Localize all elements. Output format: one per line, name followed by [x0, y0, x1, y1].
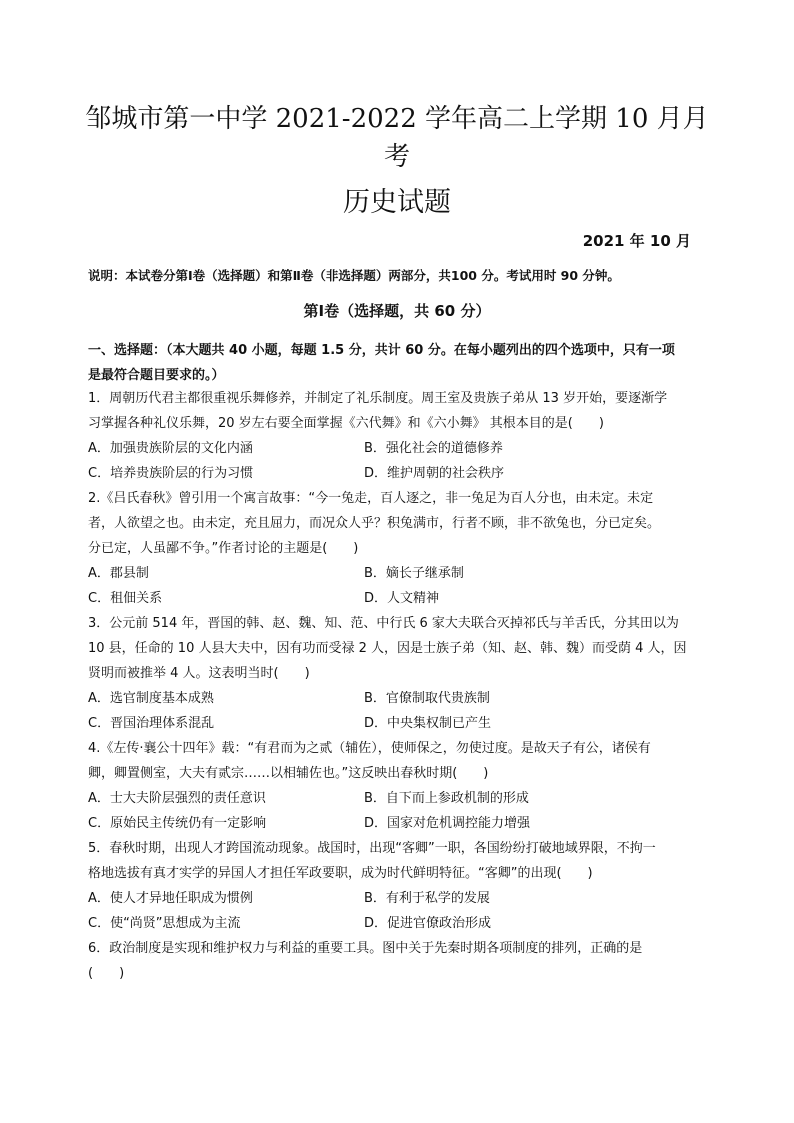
question-text-line: 2.《吕氏春秋》曾引用一个寓言故事：“今一兔走，百人逐之，非一兔足为百人分也，由未定。未定 [88, 491, 654, 506]
question-text-line: 1．周朝历代君主都很重视乐舞修养，并制定了礼乐制度。周王室及贵族子弟从 13 岁开始，要逐渐学 [88, 391, 668, 406]
question-text-line: 分已定，人虽鄙不争。”作者讨论的主题是( ) [88, 541, 359, 556]
option-D: D．中央集权制已产生 [364, 716, 492, 731]
question-1 [88, 386, 712, 486]
option-B: B．官僚制取代贵族制 [364, 691, 490, 706]
option-B: B．自下而上参政机制的形成 [364, 791, 529, 806]
question-text-line: 贤明而被推举 4 人。这表明当时( ) [88, 666, 310, 681]
question-text-line: 5．春秋时期，出现人才跨国流动现象。战国时，出现“客卿”一职，各国纷纷打破地域界限，不拘一 [88, 841, 656, 856]
option-row [88, 786, 712, 811]
exam-subject: 历史试题 [343, 187, 451, 218]
option-A: A．选官制度基本成熟 [88, 691, 214, 706]
question-4 [88, 736, 712, 836]
option-B: B．嫡长子继承制 [364, 566, 464, 581]
option-row [88, 461, 712, 486]
option-row [88, 586, 712, 611]
option-A: A．加强贵族阶层的文化内涵 [88, 441, 253, 456]
question-3 [88, 611, 712, 736]
question-text-line: 格地选拔有真才实学的异国人才担任军政要职，成为时代鲜明特征。“客卿”的出现( ) [88, 866, 593, 881]
option-C: C．租佃关系 [88, 591, 163, 606]
exam-title-line2: 考 [383, 142, 410, 172]
option-C: C．培养贵族阶层的行为习惯 [88, 466, 254, 481]
option-row [88, 711, 712, 736]
option-row [88, 911, 712, 936]
question-2 [88, 486, 712, 611]
option-A: A．使人才异地任职成为惯例 [88, 891, 253, 906]
exam-date: 2021 年 10 月 [582, 232, 691, 250]
option-C: C．使“尚贤”思想成为主流 [88, 916, 241, 931]
option-row [88, 811, 712, 836]
question-text-line: ( ) [88, 966, 125, 981]
option-row [88, 436, 712, 461]
exam-notice: 说明：本试卷分第Ⅰ卷（选择题）和第Ⅱ卷（非选择题）两部分，共100 分。考试用时 90 分钟。 [88, 268, 620, 283]
exam-title-line1: 邹城市第一中学 2021-2022 学年高二上学期 10 月月 [85, 104, 709, 134]
question-text-line: 卿，卿置侧室，大夫有贰宗……以相辅佐也。”这反映出春秋时期( ) [88, 766, 489, 781]
option-D: D．促进官僚政治形成 [364, 916, 492, 931]
question-text-line: 10 县，任命的 10 人县大夫中，因有功而受禄 2 人，因是士族子弟（知、赵、韩、魏）而受荫 4 人，因 [88, 641, 687, 656]
option-D: D．维护周朝的社会秩序 [364, 466, 505, 481]
instruction-line: 一、选择题：（本大题共 40 小题，每题 1.5 分，共计 60 分。在每小题列出的四个选项中，只有一项 [88, 343, 675, 358]
option-D: D．国家对危机调控能力增强 [364, 816, 531, 831]
question-text-line: 4.《左传·襄公十四年》载：“有君而为之贰（辅佐），使师保之，勿使过度。是故天子有公，诸侯有 [88, 741, 651, 756]
option-C: C．晋国治理体系混乱 [88, 716, 215, 731]
question-5 [88, 836, 712, 936]
option-row [88, 886, 712, 911]
question-list [88, 386, 712, 986]
section-instruction [88, 338, 712, 388]
option-B: B．有利于私学的发展 [364, 891, 490, 906]
section-title: 第Ⅰ卷（选择题，共 60 分） [303, 302, 491, 320]
instruction-line: 是最符合题目要求的。） [88, 368, 225, 383]
question-text-line: 6．政治制度是实现和维护权力与利益的重要工具。图中关于先秦时期各项制度的排列，正确的是 [88, 941, 643, 956]
question-text-line: 者，人欲望之也。由未定，充且屈力，而况众人乎？积兔满市，行者不顾，非不欲兔也，分已定矣。 [88, 516, 661, 531]
option-D: D．人文精神 [364, 591, 440, 606]
question-6 [88, 936, 712, 986]
option-A: A．士大夫阶层强烈的责任意识 [88, 791, 266, 806]
option-C: C．原始民主传统仍有一定影响 [88, 816, 267, 831]
option-row [88, 561, 712, 586]
exam-title [70, 100, 724, 176]
option-row [88, 686, 712, 711]
option-B: B．强化社会的道德修养 [364, 441, 503, 456]
question-text-line: 习掌握各种礼仪乐舞，20 岁左右要全面掌握《六代舞》和《六小舞》 其根本目的是( ) [88, 416, 604, 431]
option-A: A．郡县制 [88, 566, 149, 581]
question-text-line: 3．公元前 514 年，晋国的韩、赵、魏、知、范、中行氏 6 家大夫联合灭掉祁氏与羊舌氏，分其田以为 [88, 616, 679, 631]
